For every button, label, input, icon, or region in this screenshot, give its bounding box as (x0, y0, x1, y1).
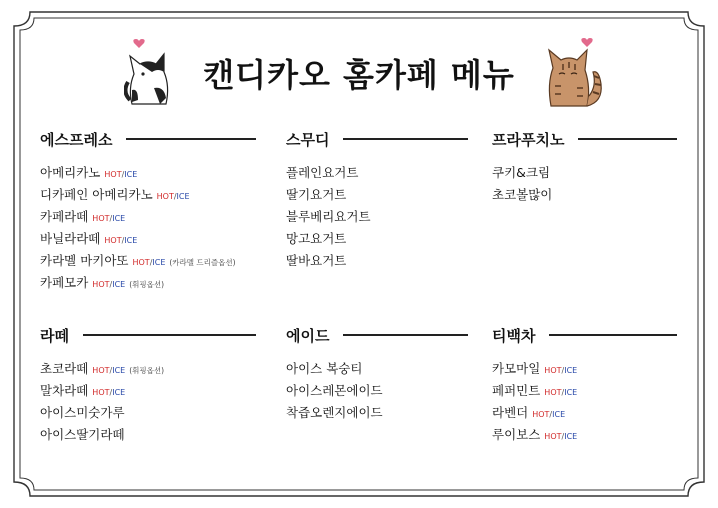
menu-item-name: 카라멜 마키아또 (40, 253, 129, 268)
section-smoothie (286, 128, 468, 272)
hot-label: HOT (532, 410, 550, 419)
ice-label: ICE (552, 410, 566, 419)
menu-list (492, 358, 677, 446)
menu-item (492, 162, 677, 184)
menu-item (286, 250, 468, 272)
menu-item-name: 딸바요거트 (286, 253, 347, 268)
menu-item (40, 358, 256, 380)
section-title: 라떼 (40, 326, 69, 345)
menu-item (286, 184, 468, 206)
hot-label: HOT (544, 388, 562, 397)
menu-item (40, 206, 256, 228)
menu-item (286, 358, 468, 380)
temp-separator: / (109, 366, 113, 375)
section-divider (126, 138, 256, 140)
ice-label: ICE (124, 170, 138, 179)
temp-separator: / (121, 236, 125, 245)
menu-item (286, 162, 468, 184)
menu-item (286, 402, 468, 424)
hot-label: HOT (544, 432, 562, 441)
temp-separator: / (549, 410, 553, 419)
temp-separator: / (121, 170, 125, 179)
hot-label: HOT (156, 192, 174, 201)
menu-item (492, 358, 677, 380)
temp-separator: / (109, 388, 113, 397)
menu-list (286, 162, 468, 272)
menu-item-name: 디카페인 아메리카노 (40, 187, 153, 202)
section-title: 에이드 (286, 326, 330, 345)
option-note: (휘핑옵션) (129, 280, 165, 289)
menu-item (286, 380, 468, 402)
menu-item (40, 228, 256, 250)
menu-item-name: 딸기요거트 (286, 187, 347, 202)
temp-separator: / (109, 280, 113, 289)
menu-item-name: 카모마일 (492, 361, 541, 376)
menu-item (492, 184, 677, 206)
menu-item (40, 272, 256, 294)
menu-item (40, 162, 256, 184)
menu-item-name: 카페라떼 (40, 209, 89, 224)
page-title: 캔디카오 홈카페 메뉴 (203, 56, 515, 94)
ice-label: ICE (112, 280, 126, 289)
hot-label: HOT (104, 170, 122, 179)
menu-item-name: 아이스미숫가루 (40, 405, 125, 420)
section-tea (492, 324, 677, 446)
menu-list (492, 162, 677, 206)
menu-item-name: 말차라떼 (40, 383, 89, 398)
menu-list (286, 358, 468, 424)
section-divider (549, 334, 677, 336)
ice-label: ICE (564, 388, 578, 397)
heart-icon (133, 38, 145, 49)
hot-label: HOT (132, 258, 150, 267)
menu-item-name: 플레인요거트 (286, 165, 359, 180)
hot-label: HOT (92, 280, 110, 289)
ice-label: ICE (124, 236, 138, 245)
option-note: (카라멜 드리즐옵션) (169, 258, 236, 267)
menu-item-name: 루이보스 (492, 427, 541, 442)
menu-item (40, 250, 256, 272)
menu-list (40, 358, 256, 446)
ice-label: ICE (564, 366, 578, 375)
ice-label: ICE (112, 214, 126, 223)
menu-item (492, 380, 677, 402)
menu-item (492, 424, 677, 446)
temp-separator: / (561, 366, 565, 375)
ice-label: ICE (112, 388, 126, 397)
menu-item-name: 쿠키&크림 (492, 165, 551, 180)
section-ade (286, 324, 468, 424)
hot-label: HOT (92, 388, 110, 397)
menu-list (40, 162, 256, 294)
menu-item-name: 아이스딸기라떼 (40, 427, 125, 442)
menu-item-name: 초코볼많이 (492, 187, 553, 202)
temp-separator: / (561, 388, 565, 397)
menu-item-name: 착즙오렌지에이드 (286, 405, 383, 420)
menu-item-name: 바닐라라떼 (40, 231, 101, 246)
heart-icon (581, 37, 593, 48)
section-divider (83, 334, 256, 336)
menu-item-name: 카페모카 (40, 275, 89, 290)
section-title: 에스프레소 (40, 130, 113, 149)
menu-item-name: 초코라떼 (40, 361, 89, 376)
ice-label: ICE (176, 192, 190, 201)
section-frappuccino (492, 128, 677, 206)
section-divider (578, 138, 677, 140)
menu-item (492, 402, 677, 424)
menu-item (40, 184, 256, 206)
ice-label: ICE (564, 432, 578, 441)
menu-item-name: 망고요거트 (286, 231, 347, 246)
menu-item (286, 206, 468, 228)
temp-separator: / (109, 214, 113, 223)
hot-label: HOT (104, 236, 122, 245)
hot-label: HOT (92, 214, 110, 223)
temp-separator: / (173, 192, 177, 201)
section-divider (343, 138, 468, 140)
menu-item-name: 아이스 복숭티 (286, 361, 363, 376)
section-title: 스무디 (286, 130, 330, 149)
section-espresso (40, 128, 256, 294)
ice-label: ICE (152, 258, 166, 267)
section-title: 티백차 (492, 326, 536, 345)
menu-item-name: 블루베리요거트 (286, 209, 371, 224)
section-divider (343, 334, 468, 336)
menu-item-name: 아이스레몬에이드 (286, 383, 383, 398)
temp-separator: / (561, 432, 565, 441)
section-title: 프라푸치노 (492, 130, 565, 149)
ice-label: ICE (112, 366, 126, 375)
temp-separator: / (149, 258, 153, 267)
hot-label: HOT (544, 366, 562, 375)
menu-item-name: 페퍼민트 (492, 383, 541, 398)
option-note: (휘핑옵션) (129, 366, 165, 375)
section-latte (40, 324, 256, 446)
menu-item (286, 228, 468, 250)
menu-item-name: 아메리카노 (40, 165, 101, 180)
menu-item (40, 380, 256, 402)
menu-item (40, 424, 256, 446)
hot-label: HOT (92, 366, 110, 375)
menu-item (40, 402, 256, 424)
menu-item-name: 라벤더 (492, 405, 529, 420)
